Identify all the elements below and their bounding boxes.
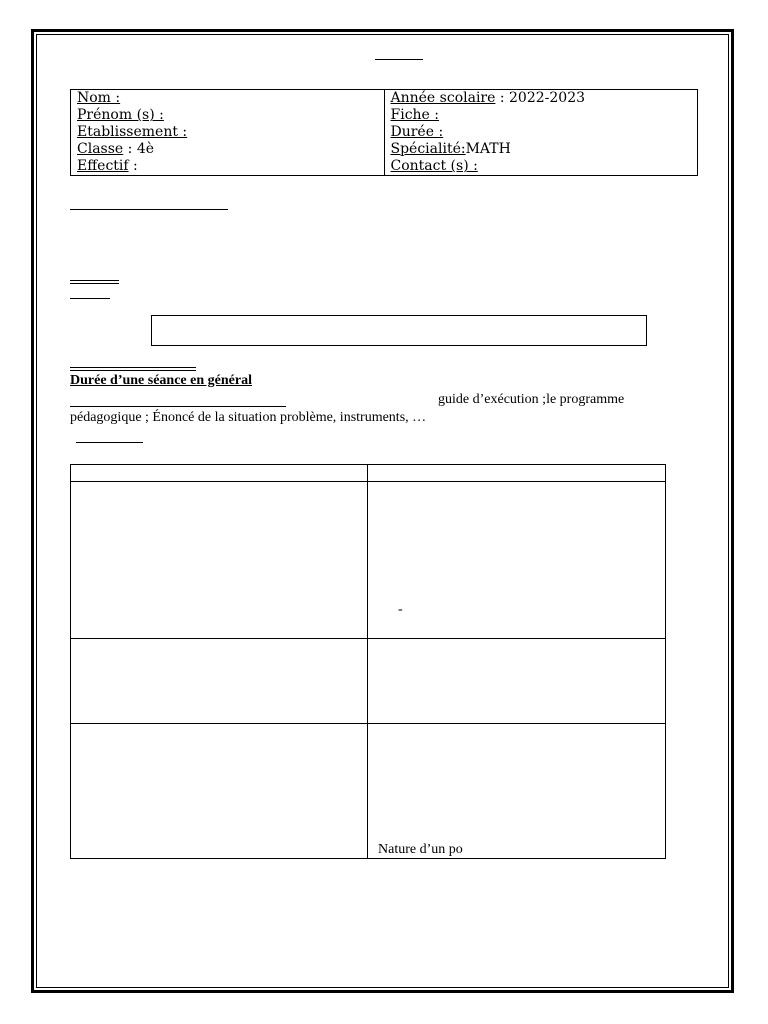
grid-row2-right: [368, 639, 666, 724]
grid-header-right: [368, 465, 666, 482]
grid-row2-left: [71, 639, 368, 724]
effectif-suffix: :: [128, 158, 138, 174]
grid-header-left: [71, 465, 368, 482]
section-rule-6: [76, 442, 143, 443]
classe-label: Classe: [77, 141, 124, 157]
duree-label: Durée :: [390, 124, 444, 140]
classe-value: : 4è: [123, 141, 155, 157]
title-rule: [375, 59, 423, 60]
section-rule-5: [70, 406, 286, 407]
grid-row3-right: [368, 724, 666, 859]
section-rule-4a: [70, 367, 196, 368]
grid-row3-left: [71, 724, 368, 859]
prenom-label: Prénom (s) :: [77, 107, 164, 123]
dash-mark: -: [398, 602, 403, 617]
pedagogique-text: pédagogique ; Énoncé de la situation problème, instruments, …: [70, 410, 427, 425]
guide-text: guide d’exécution ;le programme: [438, 392, 625, 407]
grid-row1-right: [368, 482, 666, 639]
identity-left-cell: [71, 90, 385, 176]
identity-right-cell: [384, 90, 698, 176]
specialite-value: MATH: [465, 141, 511, 157]
annee-label: Année scolaire: [390, 90, 496, 106]
section-rule-3: [70, 298, 110, 299]
duree-heading: Durée d’une séance en général: [70, 373, 252, 388]
effectif-label: Effectif: [77, 158, 129, 174]
contact-label: Contact (s) :: [390, 158, 478, 174]
lesson-grid: [70, 464, 666, 859]
grid-row1-left: [71, 482, 368, 639]
identity-table: [70, 89, 698, 176]
fiche-label: Fiche :: [390, 107, 440, 123]
empty-frame-box: [151, 315, 647, 346]
section-rule-2b: [70, 283, 119, 284]
nom-label: Nom :: [77, 90, 121, 106]
section-rule-1: [70, 209, 228, 210]
section-rule-4b: [70, 370, 196, 371]
etablissement-label: Etablissement :: [77, 124, 188, 140]
annee-value: : 2022-2023: [495, 90, 586, 106]
specialite-label: Spécialité:: [390, 141, 466, 157]
section-rule-2a: [70, 280, 119, 281]
nature-text: Nature d’un po: [378, 842, 463, 857]
